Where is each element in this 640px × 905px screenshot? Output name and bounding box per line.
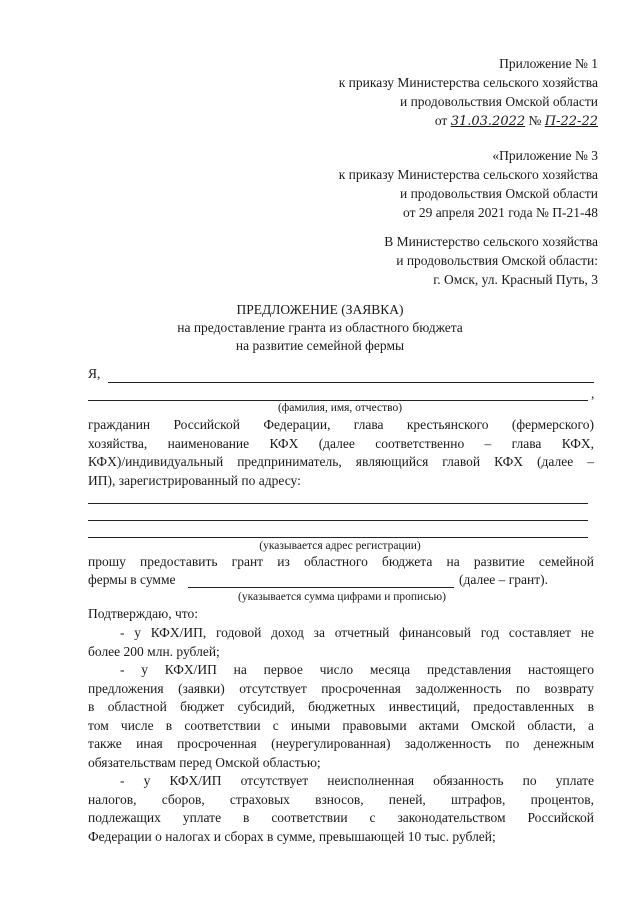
confirm-item-1 bbox=[88, 624, 594, 661]
annex1-number-sign: № bbox=[528, 113, 542, 128]
handwritten-date: 31.03.2022 bbox=[450, 114, 526, 129]
address-caption: (указывается адрес регистрации) bbox=[259, 540, 421, 552]
address-field-line2[interactable] bbox=[88, 520, 588, 521]
annex3-line2: к приказу Министерства сельского хозяйства bbox=[338, 167, 598, 182]
citizen-line: ИП), зарегистрированный по адресу: bbox=[88, 472, 301, 488]
citizen-paragraph bbox=[88, 416, 594, 490]
confirm-item-3 bbox=[88, 772, 594, 846]
item-line: подлежащих уплате в соответствии с законодательством Российской bbox=[88, 810, 594, 825]
annex1-line4 bbox=[339, 111, 598, 131]
annex1-line3: и продовольствия Омской области bbox=[399, 94, 598, 109]
annex3-line3: и продовольствия Омской области bbox=[399, 186, 598, 201]
annex3-line1: «Приложение № 3 bbox=[492, 148, 598, 163]
address-field-line1[interactable] bbox=[88, 503, 588, 504]
item-line: налогов, сборов, страховых взносов, пеней, штрафов, процентов, bbox=[88, 791, 594, 807]
addressee-block bbox=[384, 232, 598, 289]
item-line: - у КФХ/ИП, годовой доход за отчетный финансовый год составляет не bbox=[120, 625, 594, 640]
citizen-line: КФХ)/индивидуальный предприниматель, являющийся главой КФХ (далее – bbox=[88, 454, 594, 469]
item-line: предложения (заявки) отсутствует просроченная задолженность по возврату bbox=[88, 680, 594, 696]
annex1-from: от bbox=[434, 113, 448, 128]
ya-label: Я, bbox=[88, 366, 101, 381]
confirm-item-2 bbox=[88, 661, 594, 772]
item-line: - у КФХ/ИП отсутствует неисполненная обязанность по уплате bbox=[120, 773, 594, 788]
document-title bbox=[0, 301, 640, 355]
request-paragraph bbox=[88, 553, 594, 572]
addressee-line3: г. Омск, ул. Красный Путь, 3 bbox=[433, 272, 598, 287]
request-line1: прошу предоставить грант из областного бюджета на развитие семейной bbox=[88, 554, 594, 569]
annex1-block bbox=[339, 54, 598, 131]
item-line: - у КФХ/ИП на первое число месяца представления настоящего bbox=[120, 662, 594, 677]
citizen-line: гражданин Российской Федерации, глава крестьянского (фермерского) bbox=[88, 417, 594, 432]
sum-caption: (указывается сумма цифрами и прописью) bbox=[238, 591, 446, 603]
title-line1: ПРЕДЛОЖЕНИЕ (ЗАЯВКА) bbox=[236, 302, 404, 317]
fio-comma: , bbox=[591, 386, 595, 401]
item-line: более 200 млн. рублей; bbox=[88, 643, 220, 659]
fio-field-line1[interactable] bbox=[108, 382, 594, 383]
handwritten-number: П-22-22 bbox=[544, 114, 598, 129]
annex1-line2: к приказу Министерства сельского хозяйства bbox=[338, 75, 598, 90]
item-line: Федерации о налогах и сборах в сумме, превышающей 10 тыс. рублей; bbox=[88, 828, 496, 844]
fio-caption: (фамилия, имя, отчество) bbox=[277, 402, 403, 414]
title-line2: на предоставление гранта из областного бюджета bbox=[177, 320, 463, 335]
confirm-label: Подтверждаю, что: bbox=[88, 606, 198, 621]
address-field-line3[interactable] bbox=[88, 537, 588, 538]
annex1-line1: Приложение № 1 bbox=[499, 56, 598, 71]
item-line: в областной бюджет субсидий, бюджетных инвестиций, предоставленных в bbox=[88, 699, 594, 714]
request-grant-suffix: (далее – грант). bbox=[459, 572, 548, 587]
annex3-block bbox=[339, 146, 598, 222]
annex3-line4: от 29 апреля 2021 года № П-21-48 bbox=[403, 205, 598, 220]
fio-field-line2[interactable] bbox=[88, 400, 588, 401]
item-line: том числе в соответствии с иными правовыми актами Омской области, а bbox=[88, 717, 594, 733]
sum-field-line[interactable] bbox=[188, 587, 454, 588]
citizen-line: хозяйства, наименование КФХ (далее соответственно – глава КФХ, bbox=[88, 435, 594, 451]
title-line3: на развитие семейной фермы bbox=[235, 338, 405, 353]
item-line: обязательствам перед Омской областью; bbox=[88, 754, 321, 770]
request-sum-label: фермы в сумме bbox=[88, 572, 176, 587]
addressee-line2: и продовольствия Омской области: bbox=[396, 253, 598, 268]
item-line: также иная просроченная (неурегулированная) задолженность по денежным bbox=[88, 736, 594, 751]
addressee-line1: В Министерство сельского хозяйства bbox=[384, 234, 598, 249]
